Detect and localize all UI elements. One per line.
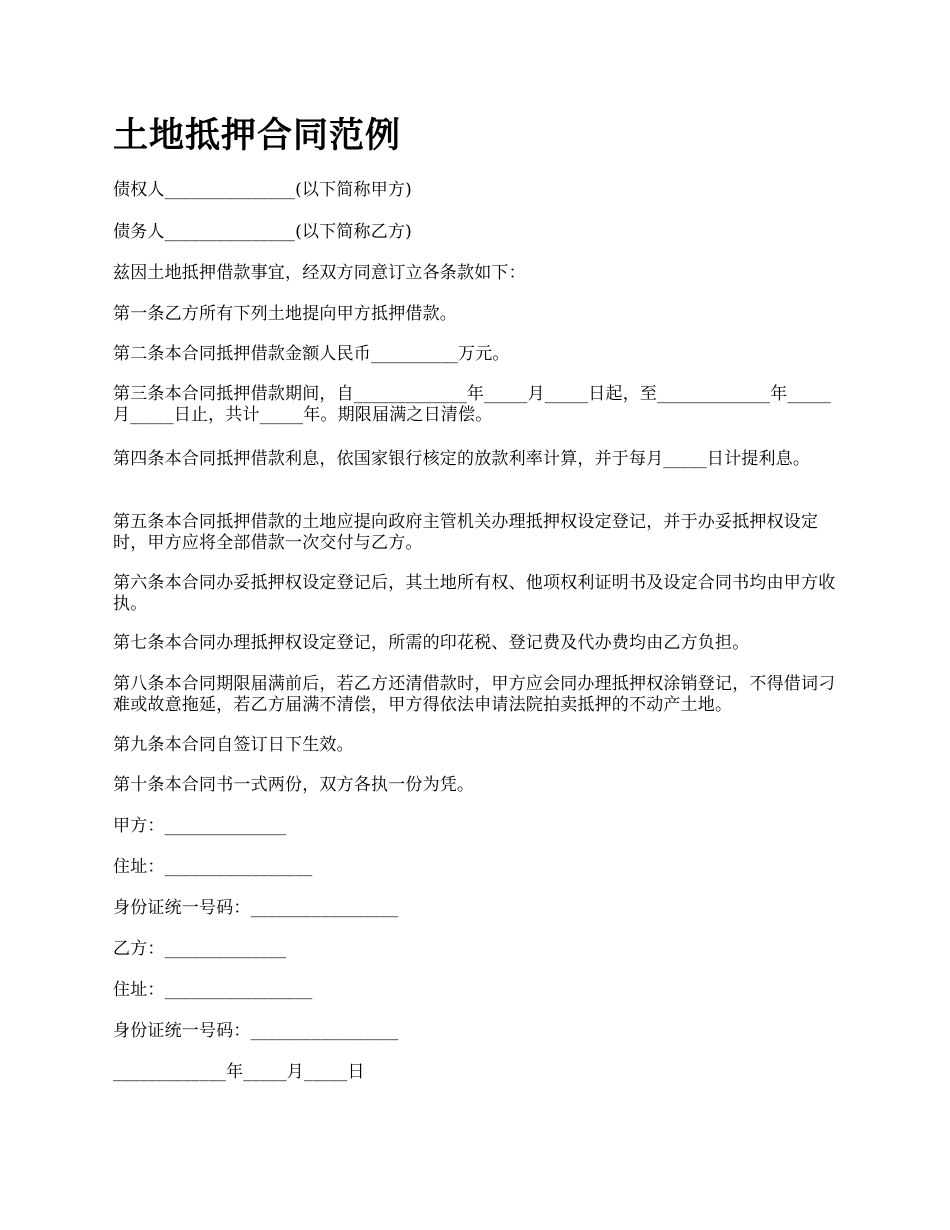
document-title: 土地抵押合同范例 [113,116,402,156]
article-1: 第一条乙方所有下列土地提向甲方抵押借款。 [113,304,457,324]
article-3: 第三条本合同抵押借款期间，自_____________年_____月_____日起，至_____________年_____月_____日止，共计_____年。期限届满之日清偿。 [113,384,831,425]
article-10: 第十条本合同书一式两份，双方各执一份为凭。 [113,775,475,795]
debtor-line: 债务人_______________(以下简称乙方) [113,222,412,242]
article-9: 第九条本合同自签订日下生效。 [113,735,354,755]
party-b-id-line: 身份证统一号码：_________________ [113,1021,399,1041]
party-a-address-line: 住址：_________________ [113,857,313,877]
party-b-address-line: 住址：_________________ [113,980,313,1000]
preamble: 兹因土地抵押借款事宜，经双方同意订立各条款如下： [113,263,526,283]
article-5: 第五条本合同抵押借款的土地应提向政府主管机关办理抵押权设定登记，并于办妥抵押权设定时，甲方应将全部借款一次交付与乙方。 [113,512,819,553]
article-7: 第七条本合同办理抵押权设定登记，所需的印花税、登记费及代办费均由乙方负担。 [113,633,750,653]
article-4: 第四条本合同抵押借款利息，依国家银行核定的放款利率计算，并于每月_____日计提利息。 [113,449,811,469]
creditor-line: 债权人_______________(以下简称甲方) [113,180,412,200]
article-2: 第二条本合同抵押借款金额人民币__________万元。 [113,344,510,364]
party-b-signature-line: 乙方：______________ [113,939,287,959]
article-8: 第八条本合同期限届满前后，若乙方还清借款时，甲方应会同办理抵押权涂销登记，不得借词刁难或故意拖延，若乙方届满不清偿，甲方得依法申请法院拍卖抵押的不动产土地。 [113,674,836,715]
party-a-signature-line: 甲方：______________ [113,816,287,836]
party-a-id-line: 身份证统一号码：_________________ [113,898,399,918]
date-line: _____________年_____月_____日 [113,1062,365,1082]
article-6: 第六条本合同办妥抵押权设定登记后，其土地所有权、他项权利证明书及设定合同书均由甲方收执。 [113,573,836,614]
